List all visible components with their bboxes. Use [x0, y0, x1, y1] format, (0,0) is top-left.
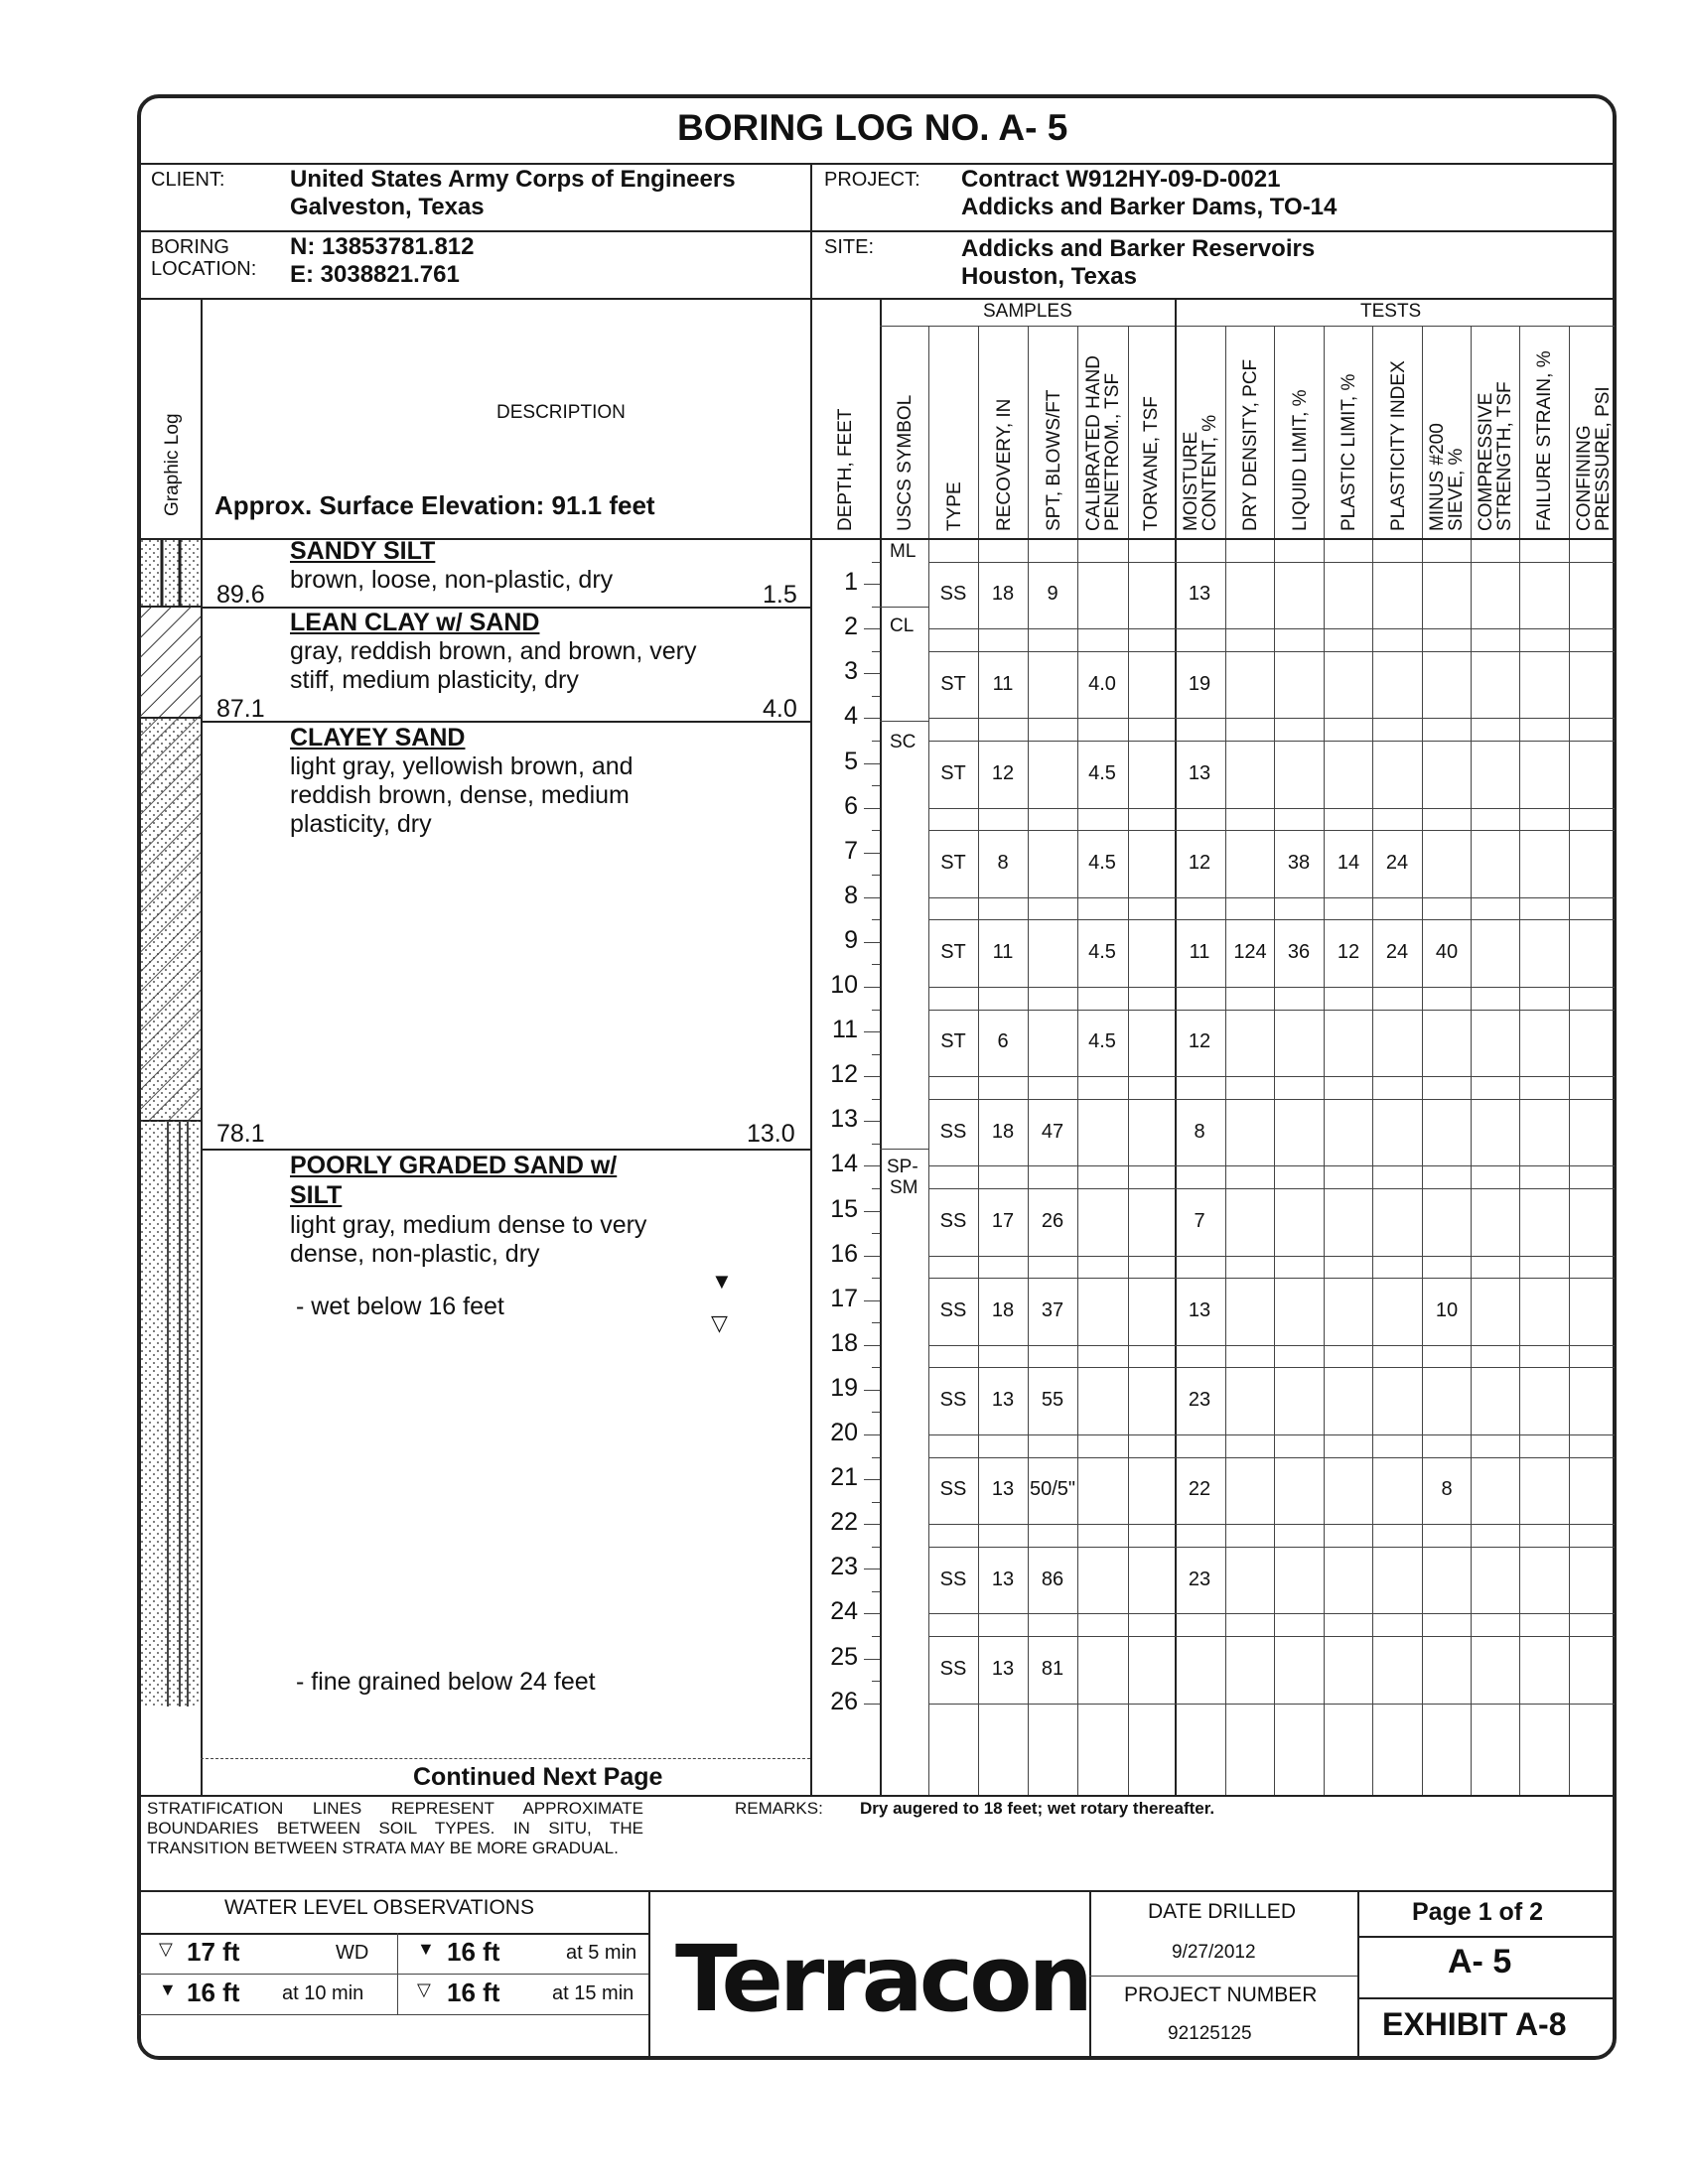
depth-tick: [864, 1211, 880, 1212]
depth-half-tick: [872, 1457, 880, 1458]
sample-row-border: [928, 1010, 1615, 1011]
sample-mc: 12: [1188, 1030, 1211, 1053]
wl-2-value: 16 ft: [447, 1937, 500, 1967]
depth-half-tick: [872, 1322, 880, 1323]
page-number: Page 1 of 2: [1412, 1898, 1543, 1926]
sample-m200: 8: [1441, 1478, 1453, 1501]
depth-tick: [864, 1031, 880, 1032]
wl-1-value: 17 ft: [187, 1937, 240, 1967]
confining-header-1: CONFINING: [1574, 425, 1595, 531]
easting: E: 3038821.761: [290, 261, 460, 288]
sample-pen: 4.5: [1088, 1030, 1116, 1053]
sample-row-border: [928, 651, 1615, 652]
sample-spt: 50/5": [1029, 1478, 1076, 1501]
depth-label: 15: [830, 1194, 858, 1223]
depth-label: 16: [830, 1239, 858, 1268]
stratum-3-desc: light gray, yellowish brown, and reddish brown, dense, medium plasticity, dry: [290, 752, 634, 838]
plastic-limit-header: PLASTIC LIMIT, %: [1339, 373, 1359, 531]
stratum-1-elev: 89.6: [216, 581, 265, 609]
exhibit-number: EXHIBIT A-8: [1382, 2006, 1567, 2042]
spt-header: SPT, BLOWS/FT: [1044, 389, 1064, 531]
sample-rec: 11: [992, 941, 1014, 964]
depth-label: 10: [830, 971, 858, 999]
uscs-sp-sm-1: SP-: [887, 1157, 918, 1177]
stratum-2-depth: 4.0: [763, 695, 797, 723]
sample-row-border: [928, 1457, 1615, 1458]
depth-tick: [864, 897, 880, 898]
sample-rec: 11: [992, 672, 1014, 695]
stratum-1-name: SANDY SILT: [290, 537, 436, 565]
confining-header-2: PRESSURE, PSI: [1593, 386, 1614, 531]
stratum-2-elev: 87.1: [216, 695, 265, 723]
remarks-label: REMARKS:: [735, 1799, 823, 1818]
location-label: LOCATION:: [151, 258, 257, 280]
depth-label: 6: [844, 791, 858, 820]
depth-label: 5: [844, 747, 858, 775]
depth-label: 14: [830, 1150, 858, 1178]
sample-ll: 36: [1287, 941, 1311, 964]
depth-half-tick: [872, 1681, 880, 1682]
depth-tick: [864, 1659, 880, 1660]
sample-row-border: [928, 919, 1615, 920]
sample-rec: 18: [991, 1120, 1015, 1143]
page-title: BORING LOG NO. A- 5: [677, 107, 1068, 148]
sample-rec: 12: [991, 761, 1015, 784]
depth-half-tick: [872, 919, 880, 920]
client-city: Galveston, Texas: [290, 194, 485, 220]
boring-label: BORING: [151, 236, 229, 258]
sample-mc: 8: [1194, 1120, 1205, 1143]
sample-mc: 11: [1189, 941, 1210, 964]
tests-group-header: TESTS: [1360, 301, 1422, 322]
sample-row-border: [928, 1076, 1615, 1077]
sample-pi: 24: [1385, 851, 1409, 874]
compressive-header-1: COMPRESSIVE: [1476, 392, 1496, 531]
depth-half-tick: [872, 1054, 880, 1055]
sample-rec: 18: [991, 1298, 1015, 1321]
sample-rec: 13: [991, 1478, 1015, 1501]
depth-half-tick: [872, 830, 880, 831]
wl-3-symbol: ▼: [159, 1979, 177, 1999]
depth-tick: [864, 1076, 880, 1077]
depth-half-tick: [872, 696, 880, 697]
depth-tick: [864, 584, 880, 585]
sample-type: SS: [939, 1120, 967, 1143]
liquid-limit-header: LIQUID LIMIT, %: [1290, 389, 1311, 531]
date-drilled-label: DATE DRILLED: [1148, 1900, 1296, 1923]
torvane-header: TORVANE, TSF: [1141, 396, 1162, 531]
sample-ll: 38: [1287, 851, 1311, 874]
depth-half-tick: [872, 1547, 880, 1548]
depth-half-tick: [872, 562, 880, 563]
wl-3-value: 16 ft: [187, 1978, 240, 2007]
depth-half-tick: [872, 1099, 880, 1100]
sample-type: ST: [940, 941, 966, 964]
depth-tick: [864, 808, 880, 809]
depth-tick: [864, 1390, 880, 1391]
dry-density-header: DRY DENSITY, PCF: [1240, 358, 1261, 531]
depth-label: 22: [830, 1508, 858, 1537]
water-level-title: WATER LEVEL OBSERVATIONS: [224, 1896, 534, 1919]
project-name: Addicks and Barker Dams, TO-14: [961, 194, 1338, 220]
depth-label: 9: [844, 925, 858, 954]
graphic-log-header: Graphic Log: [162, 413, 183, 516]
depth-label: 13: [830, 1105, 858, 1134]
sample-spt: 47: [1041, 1120, 1064, 1143]
depth-half-tick: [872, 1636, 880, 1637]
wl-4-time: at 15 min: [552, 1982, 634, 2004]
sample-pen: 4.5: [1088, 941, 1116, 964]
sample-spt: 9: [1047, 583, 1058, 606]
note-fine-grained: - fine grained below 24 feet: [296, 1668, 596, 1696]
client-name: United States Army Corps of Engineers: [290, 166, 736, 193]
graphic-ml: [140, 539, 201, 607]
uscs-sp-sm-2: SM: [890, 1177, 918, 1198]
depth-half-tick: [872, 651, 880, 652]
wl-4-value: 16 ft: [447, 1978, 500, 2007]
uscs-sc: SC: [890, 732, 916, 752]
depth-tick: [864, 628, 880, 629]
depth-half-tick: [872, 1144, 880, 1145]
sample-type: SS: [939, 583, 967, 606]
sample-mc: 13: [1188, 761, 1211, 784]
sample-row-border: [928, 1636, 1615, 1637]
project-label: PROJECT:: [824, 169, 920, 191]
project-number-label: PROJECT NUMBER: [1124, 1983, 1318, 2006]
sample-row-border: [928, 1165, 1615, 1166]
depth-label: 18: [830, 1328, 858, 1357]
date-drilled: 9/27/2012: [1172, 1942, 1256, 1963]
depth-label: 1: [844, 568, 858, 597]
depth-tick: [864, 763, 880, 764]
plasticity-index-header: PLASTICITY INDEX: [1388, 360, 1409, 531]
surface-elevation: Approx. Surface Elevation: 91.1 feet: [214, 490, 655, 520]
hand-pen-header-2: PENETROM., TSF: [1102, 372, 1123, 531]
sample-spt: 55: [1041, 1389, 1064, 1412]
moisture-header-2: CONTENT, %: [1199, 414, 1220, 531]
sample-m200: 40: [1435, 941, 1459, 964]
sample-rec: 8: [997, 851, 1009, 874]
sample-spt: 86: [1041, 1568, 1064, 1590]
sample-type: ST: [940, 851, 966, 874]
depth-tick: [864, 1613, 880, 1614]
depth-half-tick: [872, 964, 880, 965]
depth-half-tick: [872, 1412, 880, 1413]
depth-tick: [864, 1524, 880, 1525]
depth-tick: [864, 987, 880, 988]
site-city: Houston, Texas: [961, 263, 1137, 290]
uscs-ml: ML: [890, 541, 916, 562]
sample-pen: 4.5: [1088, 851, 1116, 874]
sample-type: SS: [939, 1657, 967, 1680]
sample-mc: 13: [1188, 1298, 1211, 1321]
stratification-note: STRATIFICATION LINES REPRESENT APPROXIMATE BOUNDARIES BETWEEN SOIL TYPES. IN SITU, THE TRANSITION BETWEEN STRATA MAY BE MORE GRADUAL.: [147, 1799, 643, 1857]
water-level-marker-open: ▽: [711, 1310, 728, 1335]
depth-tick: [864, 1345, 880, 1346]
stratum-4-name-2: SILT: [290, 1181, 343, 1209]
remarks-text: Dry augered to 18 feet; wet rotary thereafter.: [860, 1799, 1215, 1818]
wl-2-symbol: ▼: [417, 1939, 435, 1959]
wl-3-time: at 10 min: [282, 1982, 364, 2004]
sample-rec: 13: [991, 1657, 1015, 1680]
depth-header: DEPTH, FEET: [835, 408, 856, 531]
hand-pen-header-1: CALIBRATED HAND: [1083, 354, 1104, 531]
depth-half-tick: [872, 1233, 880, 1234]
depth-half-tick: [872, 1010, 880, 1011]
sample-row-border: [928, 628, 1615, 629]
sample-mc: 23: [1188, 1389, 1211, 1412]
sample-row-border: [928, 1256, 1615, 1257]
minus200-header-1: MINUS #200: [1427, 423, 1448, 531]
sample-rec: 13: [991, 1568, 1015, 1590]
sample-m200: 10: [1435, 1298, 1459, 1321]
graphic-log: [140, 539, 201, 1770]
depth-label: 24: [830, 1597, 858, 1626]
depth-label: 2: [844, 613, 858, 641]
stratum-4-name: POORLY GRADED SAND w/: [290, 1152, 618, 1179]
depth-label: 25: [830, 1642, 858, 1671]
depth-label: 26: [830, 1687, 858, 1715]
sample-row-border: [928, 897, 1615, 898]
sample-row-border: [928, 1367, 1615, 1368]
wl-1-time: WD: [336, 1942, 369, 1964]
depth-label: 7: [844, 836, 858, 865]
sample-row-border: [928, 987, 1615, 988]
sample-pl: 14: [1337, 851, 1360, 874]
depth-tick: [864, 1165, 880, 1166]
sample-rec: 6: [997, 1030, 1009, 1053]
sample-pi: 24: [1385, 941, 1409, 964]
sample-pl: 12: [1337, 941, 1360, 964]
stratum-4-desc: light gray, medium dense to very dense, non-plastic, dry: [290, 1211, 647, 1268]
stratum-3-elev: 78.1: [216, 1120, 265, 1148]
sample-row-border: [928, 1547, 1615, 1548]
depth-label: 19: [830, 1373, 858, 1402]
stratum-1-depth: 1.5: [763, 581, 797, 609]
sample-spt: 37: [1041, 1298, 1064, 1321]
sample-row-border: [928, 718, 1615, 719]
sample-type: SS: [939, 1478, 967, 1501]
continued-next-page: Continued Next Page: [413, 1763, 663, 1791]
sample-pen: 4.0: [1088, 672, 1116, 695]
project-contract: Contract W912HY-09-D-0021: [961, 166, 1281, 193]
sample-row-border: [928, 808, 1615, 809]
sample-dd: 124: [1233, 941, 1267, 964]
sample-row-border: [928, 1704, 1615, 1705]
depth-tick: [864, 853, 880, 854]
sample-type: SS: [939, 1389, 967, 1412]
depth-label: 20: [830, 1419, 858, 1446]
site-name: Addicks and Barker Reservoirs: [961, 235, 1316, 262]
stratum-2-desc: gray, reddish brown, and brown, very stiff, medium plasticity, dry: [290, 637, 697, 694]
depth-half-tick: [872, 785, 880, 786]
sample-row-border: [928, 1613, 1615, 1614]
boring-id: A- 5: [1448, 1943, 1512, 1980]
sample-mc: 13: [1188, 583, 1211, 606]
northing: N: 13853781.812: [290, 233, 475, 260]
uscs-cl: CL: [890, 615, 915, 636]
samples-group-header: SAMPLES: [983, 301, 1072, 322]
type-header: TYPE: [944, 481, 965, 531]
sample-mc: 23: [1188, 1568, 1211, 1590]
depth-label: 17: [830, 1284, 858, 1312]
depth-half-tick: [872, 741, 880, 742]
sample-row-border: [928, 1345, 1615, 1346]
wl-2-time: at 5 min: [566, 1942, 637, 1964]
wl-4-symbol: ▽: [417, 1979, 431, 1999]
stratum-2-name: LEAN CLAY w/ SAND: [290, 609, 540, 636]
sample-row-border: [928, 830, 1615, 831]
sample-mc: 7: [1194, 1209, 1205, 1232]
sample-rec: 18: [991, 583, 1015, 606]
sample-type: ST: [940, 761, 966, 784]
sample-mc: 19: [1188, 672, 1211, 695]
sample-type: ST: [940, 672, 966, 695]
sample-row-border: [928, 1524, 1615, 1525]
sample-rec: 13: [991, 1389, 1015, 1412]
graphic-sp-sm: [140, 1121, 201, 1706]
site-label: SITE:: [824, 236, 875, 258]
sample-rec: 17: [991, 1209, 1015, 1232]
depth-tick: [864, 1256, 880, 1257]
minus200-header-2: SIEVE, %: [1446, 448, 1467, 531]
depth-label: 12: [830, 1060, 858, 1089]
depth-label: 11: [832, 1016, 858, 1044]
depth-tick: [864, 942, 880, 943]
depth-tick: [864, 718, 880, 719]
stratum-3-name: CLAYEY SAND: [290, 724, 466, 751]
depth-label: 4: [844, 702, 858, 731]
depth-half-tick: [872, 875, 880, 876]
depth-half-tick: [872, 607, 880, 608]
depth-tick: [864, 1479, 880, 1480]
water-level-marker-solid: ▼: [711, 1269, 733, 1294]
sample-row-border: [928, 1434, 1615, 1435]
compressive-header-2: STRENGTH, TSF: [1494, 381, 1515, 531]
moisture-header-1: MOISTURE: [1181, 431, 1201, 531]
depth-half-tick: [872, 1367, 880, 1368]
depth-tick: [864, 1434, 880, 1435]
depth-label: 23: [830, 1553, 858, 1581]
sample-row-border: [928, 741, 1615, 742]
stratum-1-desc: brown, loose, non-plastic, dry: [290, 566, 614, 594]
uscs-header: USCS SYMBOL: [895, 394, 916, 531]
sample-pen: 4.5: [1088, 761, 1116, 784]
failure-strain-header: FAILURE STRAIN, %: [1534, 350, 1555, 531]
depth-tick: [864, 1704, 880, 1705]
description-header: DESCRIPTION: [496, 402, 626, 423]
sample-row-border: [928, 1099, 1615, 1100]
depth-tick: [864, 1569, 880, 1570]
sample-spt: 81: [1041, 1657, 1064, 1680]
stratum-3-depth: 13.0: [747, 1120, 795, 1148]
sample-row-border: [928, 1188, 1615, 1189]
sample-spt: 26: [1041, 1209, 1064, 1232]
client-label: CLIENT:: [151, 169, 225, 191]
project-number: 92125125: [1168, 2023, 1252, 2044]
sample-type: ST: [940, 1030, 966, 1053]
depth-tick: [864, 673, 880, 674]
recovery-header: RECOVERY, IN: [994, 398, 1015, 531]
sample-row-border: [928, 562, 1615, 563]
sample-mc: 12: [1188, 851, 1211, 874]
depth-label: 21: [830, 1463, 858, 1492]
depth-half-tick: [872, 1278, 880, 1279]
depth-half-tick: [872, 1502, 880, 1503]
sample-type: SS: [939, 1209, 967, 1232]
depth-half-tick: [872, 1188, 880, 1189]
sample-type: SS: [939, 1298, 967, 1321]
wl-1-symbol: ▽: [159, 1939, 173, 1959]
depth-label: 3: [844, 657, 858, 686]
note-wet: - wet below 16 feet: [296, 1293, 504, 1320]
depth-label: 8: [844, 881, 858, 909]
depth-half-tick: [872, 1591, 880, 1592]
terracon-logo: Terracon: [675, 1926, 1089, 2032]
sample-row-border: [928, 1278, 1615, 1279]
depth-tick: [864, 1300, 880, 1301]
graphic-cl: [140, 607, 201, 718]
sample-mc: 22: [1188, 1478, 1211, 1501]
depth-tick: [864, 1121, 880, 1122]
sample-type: SS: [939, 1568, 967, 1590]
